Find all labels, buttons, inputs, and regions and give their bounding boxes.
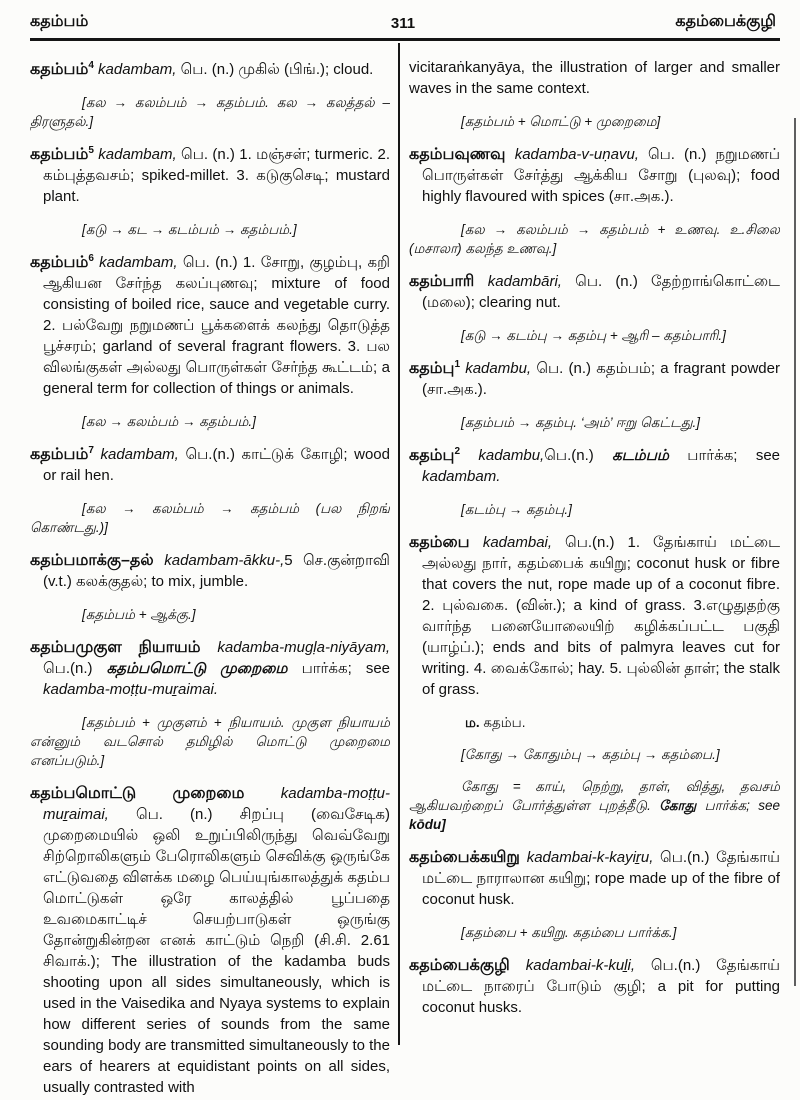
text-segment: பார்க்க; see — [687, 447, 780, 464]
text-segment: கோது — [659, 798, 705, 813]
transliteration: [கடு → கட → கடம்பம் → கதம்பம்.] — [82, 222, 297, 237]
etymology-line — [409, 413, 780, 432]
text-segment: பெ. (n.) நறுமணப் பொருள்கள் சேர்த்து ஆக்கிய சோறு (புலவு); food highly flavoured with spices (சா.அக.). — [422, 146, 780, 205]
text-segment: பெ.(n.) தேங்காய் மட்டை நாரைப் போடும் குழி; a pit for putting coconut husks. — [422, 957, 780, 1016]
text-segment: 5 செ.குன்றாவி (v.t.) கலக்குதல்; to mix, jumble. — [43, 552, 390, 590]
text-segment: பெ.(n.) — [544, 447, 613, 464]
transliteration: kadambam, — [93, 446, 186, 463]
text-segment: பெ. (n.) 1. சோறு, குழம்பு, கறி ஆகியன சேர்ந்த கலப்புணவு; mixture of food consisting of boiled rice, sauce and vegetable curry. 2. பல்வேறு நறுமணப் பூக்களைக் கலந்து தொடுத்த பூச்சரம்; garland of several fragrant flowers. 3. பல விலங்குகள் அல்லது பொருள்கள் சேர்ந்த கூட்டம்; a general term for collection of things or animals. — [43, 254, 390, 397]
transliteration: kadambam-ākku-, — [164, 552, 285, 569]
headword: கதம்பம் — [30, 146, 89, 163]
dictionary-entry — [30, 550, 390, 592]
etymology-line — [30, 412, 390, 431]
text-segment: கதம்பமொட்டு முறைமை — [106, 660, 302, 677]
text-segment: பெ. (n.) தேற்றாங்கொட்டை (மலை); clearing nut. — [422, 273, 780, 311]
headword: கதம்பம் — [30, 254, 89, 271]
headword: கதம்பை — [409, 534, 483, 551]
text-segment: பெ.(n.) காட்டுக் கோழி; wood or rail hen. — [43, 446, 390, 484]
right-column — [407, 47, 780, 1100]
dictionary-entry — [30, 444, 390, 486]
dictionary-entry — [409, 271, 780, 313]
scan-edge-artifact — [794, 118, 796, 986]
homograph-number: 7 — [88, 445, 94, 456]
transliteration: [கடம்பு → கதம்பு.] — [461, 502, 572, 517]
page-body — [0, 41, 800, 1100]
text-segment: பெ. (n.) சிறப்பு (வைசேடிக) முறைமையில் ஒலி உறுப்பிலிருந்து வெவ்வேறு சிற்றொலிகளும் பேரொலிகளும் செவிக்கு ஒருங்கே எட்டுவதை விளக்க மழை பெய்யுங்காலத்துக் கதம்ப மொட்டுகள் ஒரே காலத்தில் பூப்பதை உவமைகாட்டிச் செயற்பாடுகள் ஒருங்கு தோன்றுகின்றன எனக் காட்டும் நெறி (சி.சி. 2.61 சிவாக்.); The illustration of the kadamba buds shooting upon all sides simultaneously, which is used in the Vaisedika and Nyaya systems to explain how different series of sounds from the same sounding body are transmitted simultaneously to the ears of hearers at equidistant points on all sides, usually contrasted with — [43, 806, 390, 1096]
transliteration: பார்க்க; see — [704, 798, 780, 813]
etymology-line — [30, 220, 390, 239]
headword: கதம்பம் — [30, 446, 89, 463]
text-segment: பார்க்க; see — [301, 660, 390, 677]
cognate-note — [465, 713, 780, 732]
text-segment: பெ.(n.) — [43, 660, 107, 677]
homograph-number: 2 — [454, 446, 460, 457]
transliteration: [கதம்பம் + ஆக்கு.] — [82, 607, 196, 622]
headword: கதம்பம் — [30, 61, 89, 78]
transliteration: [கல → கலம்பம் → கதம்பம். கல → கலத்தல் – திரளுதல்.] — [30, 95, 390, 129]
etymology-line — [30, 499, 390, 537]
column-divider-rule — [398, 43, 400, 1045]
etymology-line — [30, 713, 390, 770]
etymology-line — [409, 745, 780, 764]
transliteration: kadambai-k-kuḻi, — [525, 957, 651, 974]
transliteration: [கல → கலம்பம் → கதம்பம்.] — [82, 414, 256, 429]
homograph-number: 5 — [88, 145, 94, 156]
etymology-line — [409, 220, 780, 258]
dictionary-entry — [409, 358, 780, 400]
entry-continuation — [409, 57, 780, 99]
dictionary-entry — [30, 783, 390, 1098]
headword: கதம்பைக்கயிறு — [409, 849, 527, 866]
text-segment: பெ. (n.) 1. மஞ்சள்; turmeric. 2. கம்புத்தவசம்; spiked-millet. 3. கடுகுசெடி; mustard plant. — [43, 146, 390, 205]
transliteration: [கல → கலம்பம் → கதம்பம் (பல நிறங் கொண்டது.)] — [30, 501, 390, 535]
headword: கதம்பாரி — [409, 273, 488, 290]
text-segment: பெ.(n.) தேங்காய் மட்டை நாராலான கயிறு; rope made up of the fibre of coconut husk. — [422, 849, 780, 908]
transliteration: kadambam, — [93, 146, 182, 163]
text-segment: vicitaraṅkanyāya, the illustration of larger and smaller waves in the same context. — [409, 59, 780, 97]
transliteration: [கதம்பம் + முகுளம் + நியாயம். முகுள நியாயம் என்னும் வடசொல் தமிழில் மொட்டு முறைமை எனப்படும்.] — [30, 715, 390, 768]
dictionary-entry — [409, 847, 780, 910]
dictionary-entry — [30, 59, 390, 80]
etymology-line — [30, 605, 390, 624]
homograph-number: 1 — [454, 359, 460, 370]
transliteration: kadamba-mugḷa-niyāyam, — [217, 639, 390, 656]
dictionary-entry — [30, 637, 390, 700]
headword: கதம்பமொட்டு முறைமை — [30, 785, 281, 802]
headword: கதம்பமாக்கு–தல் — [30, 552, 165, 569]
page-number: 311 — [390, 15, 416, 32]
etymology-line — [409, 112, 780, 131]
text-segment: ம. — [465, 715, 484, 730]
dictionary-entry — [30, 252, 390, 399]
etymology-line — [409, 326, 780, 345]
headword: கதம்பு — [409, 447, 455, 464]
header-right-word: கதம்பைக்குழி — [675, 13, 777, 30]
text-segment: கதம்ப. — [483, 715, 526, 730]
transliteration: kadambu, — [460, 360, 537, 377]
homograph-number: 4 — [88, 60, 94, 71]
dictionary-entry — [409, 532, 780, 700]
transliteration: kadambai-k-kayiṟu, — [526, 849, 661, 866]
transliteration: kadamba-v-uṇavu, — [514, 146, 648, 163]
dictionary-entry — [30, 144, 390, 207]
text-segment: பெ.(n.) 1. தேங்காய் மட்டை அல்லது நார், கதம்பைக் கயிறு; coconut husk or fibre that covers the nut, rope made up of a coconut fibre. 2. புல்வகை. (வின்.); a kind of grass. 3.எழுதுதற்கு வார்ந்த பனையோலையிற் கழிக்கப்பட்ட பகுதி (யாழ்ப்.); ends and bits of palmyra leaves cut for writing. 4. வைக்கோல்; hay. 5. புல்லின் தாள்; the stalk of grass. — [422, 534, 780, 698]
etymology-line — [409, 500, 780, 519]
transliteration: kadambāri, — [487, 273, 576, 290]
headword: கதம்பு — [409, 360, 455, 377]
transliteration: [கதம்பை + கயிறு. கதம்பை பார்க்க.] — [461, 925, 677, 940]
headword: கதம்பமுகுள நியாயம் — [30, 639, 218, 656]
transliteration: kadambam, — [93, 61, 181, 78]
text-segment: பெ. (n.) கதம்பம்; a fragrant powder (சா.அக.). — [422, 360, 780, 398]
running-head — [0, 0, 800, 36]
headword: கதம்பைக்குழி — [409, 957, 526, 974]
transliteration: kadambai, — [482, 534, 566, 551]
dictionary-entry — [409, 144, 780, 207]
text-segment: kōdu] — [409, 817, 446, 832]
transliteration: [கதம்பம் → கதம்பு. ‘அம்’ ஈறு கெட்டது.] — [461, 415, 701, 430]
transliteration: kadamba-moṭṭu-muṟaimai, — [43, 785, 390, 823]
dictionary-entry — [409, 955, 780, 1018]
etymology-line — [30, 93, 390, 131]
transliteration: கோது = காய், நெற்று, தாள், வித்து, தவசம் ஆகியவற்றைப் போர்த்துள்ள புறத்தீடு. — [409, 779, 780, 813]
etymology-line — [409, 923, 780, 942]
left-column — [30, 47, 390, 1100]
headword: கதம்பவுணவு — [409, 146, 515, 163]
transliteration: kadambam. — [422, 468, 501, 485]
transliteration: kadamba-moṭṭu-muṟaimai. — [43, 681, 219, 698]
transliteration: [கோது → கோதும்பு → கதம்பு → கதம்பை.] — [461, 747, 720, 762]
dictionary-entry — [409, 445, 780, 487]
homograph-number: 6 — [88, 253, 94, 264]
transliteration: kadambam, — [93, 254, 183, 271]
header-left-word: கதம்பம் — [30, 13, 89, 30]
text-segment: பெ. (n.) முகில் (பிங்.); cloud. — [180, 61, 374, 78]
transliteration: [கடு → கடம்பு → கதம்பு + ஆரி – கதம்பாரி.] — [461, 328, 726, 343]
transliteration: [கல → கலம்பம் → கதம்பம் + உணவு. உ.சிலை (மசாலா) கலந்த உணவு.] — [409, 222, 780, 256]
transliteration: kadambu, — [460, 447, 545, 464]
etymology-line — [409, 777, 780, 834]
text-segment: கடம்பம் — [612, 447, 688, 464]
transliteration: [கதம்பம் + மொட்டு + முறைமை] — [461, 114, 661, 129]
